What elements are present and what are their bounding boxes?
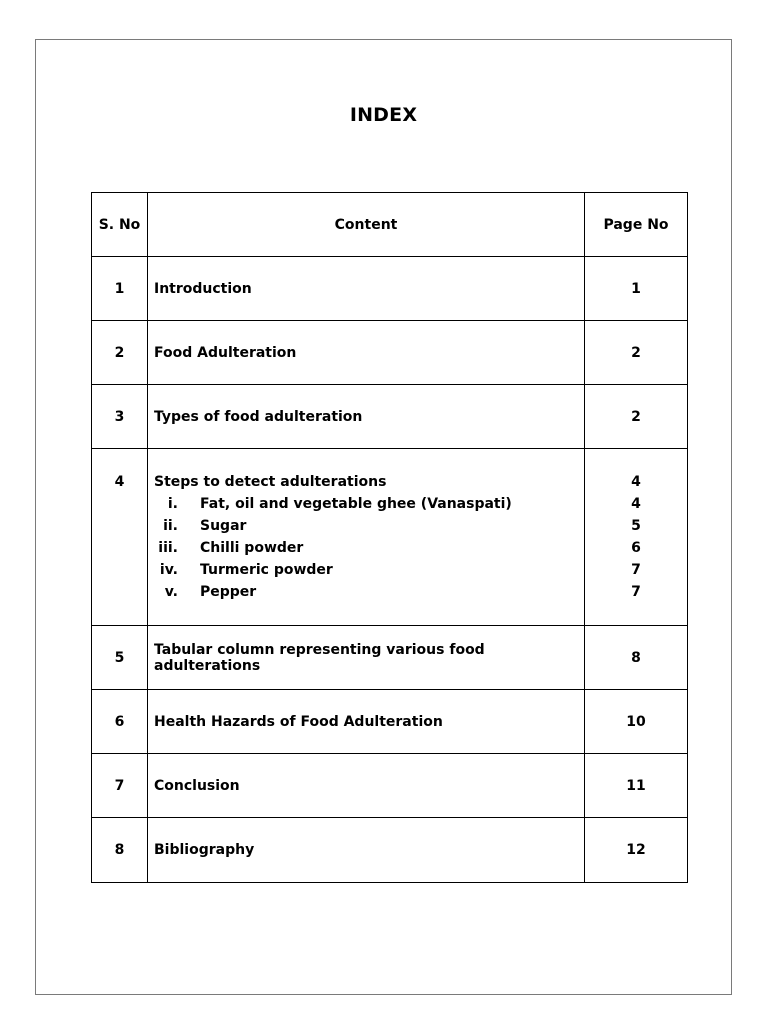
sub-item-page-no: 7: [631, 584, 641, 600]
row-page-no: 2: [585, 321, 688, 385]
sub-item-number: i.: [167, 496, 178, 512]
row-content: Bibliography: [148, 818, 585, 883]
row-sno: 7: [92, 754, 148, 818]
sub-item-number: ii.: [163, 518, 178, 534]
row-content: Introduction: [148, 257, 585, 321]
sub-item-page-no: 5: [631, 518, 641, 534]
header-sno: S. No: [92, 193, 148, 257]
sub-item-number: iv.: [159, 562, 178, 578]
row-content: Food Adulteration: [148, 321, 585, 385]
document-page: [35, 39, 732, 995]
sub-item-label: Turmeric powder: [200, 562, 333, 578]
sub-item: [154, 581, 584, 603]
table-row: [92, 690, 688, 754]
table-header-row: [92, 193, 688, 257]
sub-item-page-no: 6: [631, 540, 641, 556]
header-content: Content: [148, 193, 585, 257]
row-content: Tabular column representing various food adulterations: [148, 626, 585, 690]
sub-item: [154, 515, 584, 537]
sub-item-list: [154, 493, 584, 603]
row-page-no: 2: [585, 385, 688, 449]
table-row: [92, 385, 688, 449]
header-page-no: Page No: [585, 193, 688, 257]
sub-item-page-no: 4: [631, 496, 641, 512]
sub-item-label: Chilli powder: [200, 540, 304, 556]
row-sno: [92, 449, 148, 626]
sub-item-label: Fat, oil and vegetable ghee (Vanaspati): [200, 496, 512, 512]
row-content: Conclusion: [148, 754, 585, 818]
row-page-no: 10: [585, 690, 688, 754]
row-content-heading: Steps to detect adulterations: [154, 474, 387, 490]
table-row: [92, 818, 688, 883]
sub-item-number: iii.: [158, 540, 178, 556]
row-page-no: [585, 449, 688, 626]
sub-item-label: Sugar: [200, 518, 247, 534]
sub-item: [154, 537, 584, 559]
row-page-no: 11: [585, 754, 688, 818]
sub-item-label: Pepper: [200, 584, 257, 600]
row-sno-value: 4: [114, 474, 125, 490]
row-sno: 8: [92, 818, 148, 883]
row-content: Health Hazards of Food Adulteration: [148, 690, 585, 754]
row-sno: 2: [92, 321, 148, 385]
index-table: [91, 192, 688, 883]
table-row: [92, 754, 688, 818]
sub-item: [154, 559, 584, 581]
table-row: [92, 626, 688, 690]
row-page-no-value: 4: [631, 474, 641, 490]
row-page-no: 1: [585, 257, 688, 321]
row-page-no: 8: [585, 626, 688, 690]
sub-item-number: v.: [164, 584, 178, 600]
row-content: Types of food adulteration: [148, 385, 585, 449]
sub-item: [154, 493, 584, 515]
page-title: INDEX: [349, 104, 418, 126]
row-sno: 3: [92, 385, 148, 449]
row-sno: 6: [92, 690, 148, 754]
table-row: [92, 449, 688, 626]
table-row: [92, 257, 688, 321]
row-page-no: 12: [585, 818, 688, 883]
row-content: [148, 449, 585, 626]
table-row: [92, 321, 688, 385]
row-sno: 1: [92, 257, 148, 321]
row-sno: 5: [92, 626, 148, 690]
sub-item-page-no: 7: [631, 562, 641, 578]
